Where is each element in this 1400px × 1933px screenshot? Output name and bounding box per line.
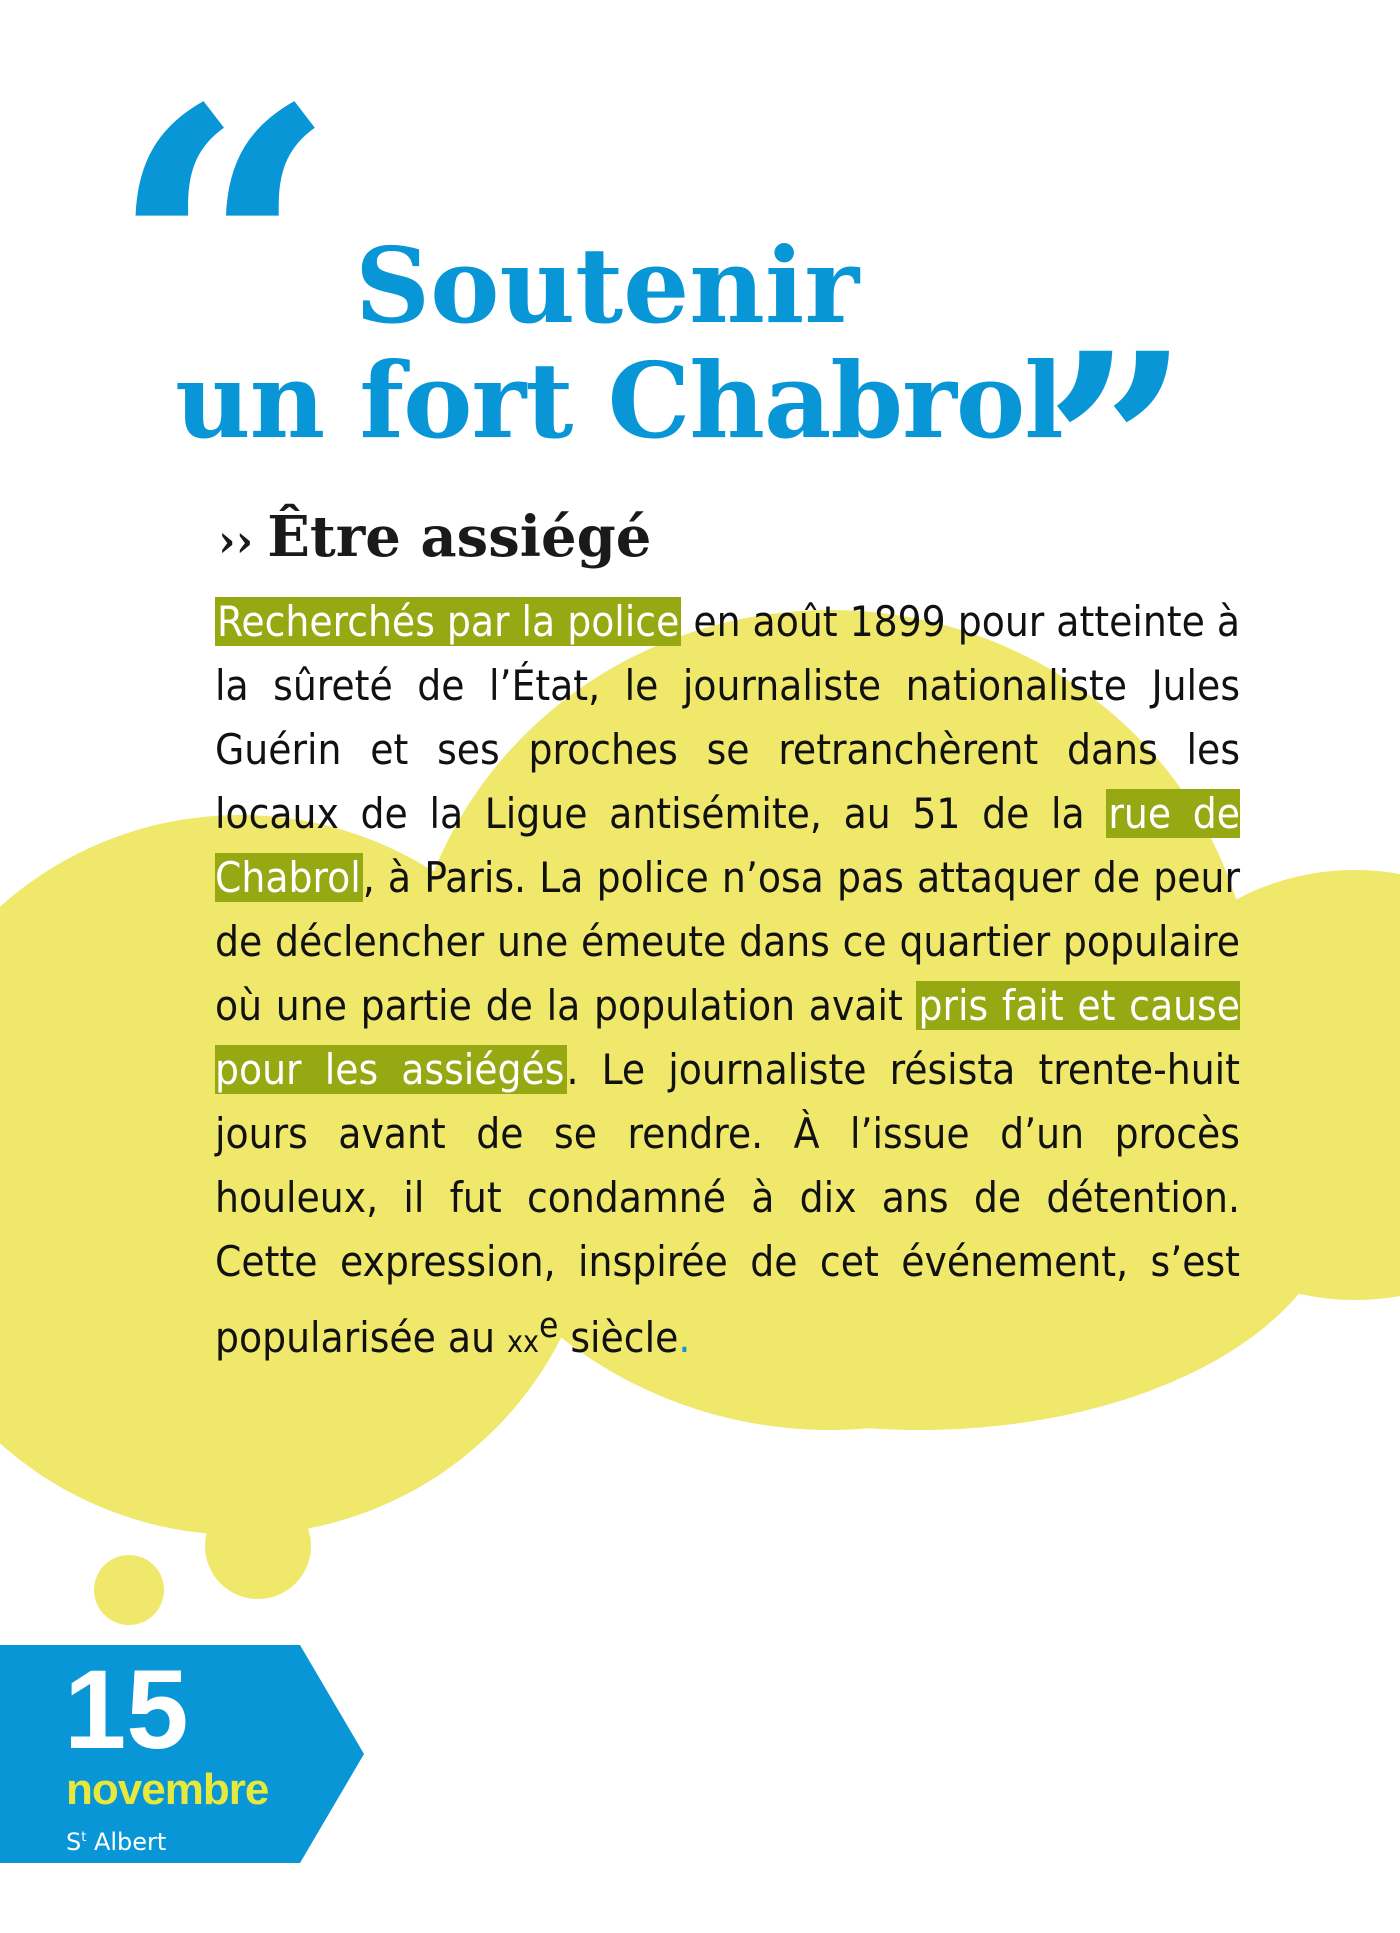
open-quote-icon: “ [108, 23, 339, 493]
body-text-part-1: en août 1899 pour atteinte à la sûreté de l’État, le journaliste nationaliste Jules Guérin et ses proches se retranchèrent dans les locaux de la Ligue antisémite, au 51 de la [215, 597, 1240, 838]
highlight-assieges: pris fait et cause pour les assiégés [215, 981, 1240, 1094]
saint-of-day [66, 1824, 166, 1856]
thought-bubble-small [94, 1555, 164, 1625]
final-dot: . [678, 1313, 691, 1362]
body-text-part-3: . Le journaliste résista trente-huit jours avant de se rendre. À l’issue d’un procès houleux, il fut condamné à dix ans de détention. Cette expression, inspirée de cet événement, s’est popularisée au [215, 1045, 1240, 1362]
century-numeral: xx [507, 1325, 539, 1360]
date-month: novembre [66, 1765, 269, 1814]
body-paragraph [215, 590, 1240, 1375]
highlight-police: Recherchés par la police [217, 597, 680, 646]
date-day: 15 [64, 1647, 189, 1772]
saint-name: Albert [86, 1828, 167, 1856]
title-line-2: un fort Chabrol [175, 339, 1063, 462]
thought-bubble-medium [205, 1493, 311, 1599]
subtitle [218, 505, 651, 574]
chevron-right-icon: ›› [218, 516, 254, 567]
body-text-part-2: , à Paris. La police n’osa pas attaquer de peur de déclencher une émeute dans ce quartier populaire où une partie de la population avait [215, 853, 1240, 1030]
subtitle-text: Être assiégé [267, 504, 652, 570]
body-text-part-4: siècle [558, 1313, 679, 1362]
close-quote-icon: ” [1045, 298, 1189, 592]
saint-prefix: S [66, 1828, 82, 1856]
century-suffix: e [538, 1306, 559, 1346]
saint-superscript: t [81, 1830, 87, 1845]
highlight-rue-de-chabrol: rue de Chabrol [215, 789, 1240, 902]
title-line-1: Soutenir [355, 224, 860, 347]
